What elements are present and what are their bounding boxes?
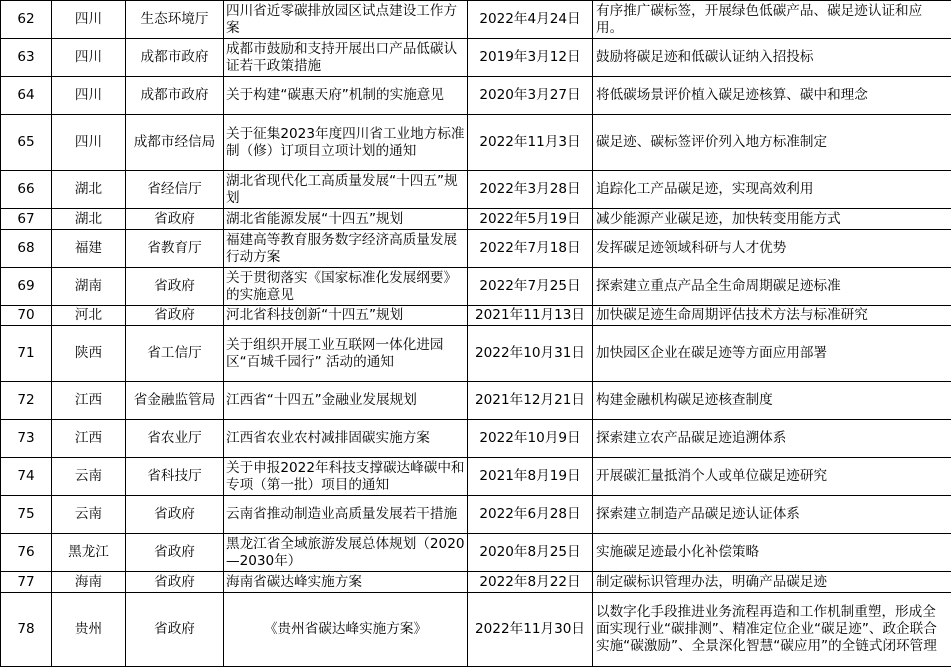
- department-cell: 省农业厅: [126, 420, 224, 458]
- table-row: [1, 420, 951, 458]
- department-cell: 省教育厅: [126, 230, 224, 268]
- date-cell: 2019年3月12日: [468, 39, 593, 77]
- province-cell: 云南: [52, 496, 126, 534]
- policy-title-cell: 关于构建“碳惠天府”机制的实施意见: [224, 77, 468, 115]
- province-cell: 四川: [52, 77, 126, 115]
- province-cell: 江西: [52, 420, 126, 458]
- date-cell: 2021年12月21日: [468, 382, 593, 420]
- row-number: 66: [1, 171, 52, 209]
- table-row: [1, 534, 951, 572]
- table-row: [1, 306, 951, 326]
- table-row: [1, 171, 951, 209]
- measure-cell: 构建金融机构碳足迹核查制度: [593, 382, 951, 420]
- measure-cell: 减少能源产业碳足迹，加快转变用能方式: [593, 209, 951, 230]
- table-row: [1, 458, 951, 496]
- row-number: 75: [1, 496, 52, 534]
- date-cell: 2022年3月28日: [468, 171, 593, 209]
- date-cell: 2022年8月22日: [468, 572, 593, 593]
- department-cell: 省政府: [126, 534, 224, 572]
- measure-cell: 实施碳足迹最小化补偿策略: [593, 534, 951, 572]
- measure-cell: 以数字化手段推进业务流程再造和工作机制重塑，形成全面实现行业“碳排测”、精准定位企业“碳足迹”、政企联合实施“碳激励”、全景深化智慧“碳应用”的全链式闭环管理: [593, 593, 951, 667]
- table-row: [1, 572, 951, 593]
- province-cell: 江西: [52, 382, 126, 420]
- table-row: [1, 77, 951, 115]
- measure-cell: 追踪化工产品碳足迹，实现高效利用: [593, 171, 951, 209]
- province-cell: 四川: [52, 115, 126, 171]
- province-cell: 湖北: [52, 171, 126, 209]
- table-row: [1, 209, 951, 230]
- department-cell: 成都市政府: [126, 39, 224, 77]
- date-cell: 2022年11月3日: [468, 115, 593, 171]
- department-cell: 成都市政府: [126, 77, 224, 115]
- policy-title-cell: 关于申报2022年科技支撑碳达峰碳中和专项（第一批）项目的通知: [224, 458, 468, 496]
- policy-title-cell: 海南省碳达峰实施方案: [224, 572, 468, 593]
- department-cell: 省政府: [126, 306, 224, 326]
- province-cell: 贵州: [52, 593, 126, 667]
- department-cell: 省政府: [126, 572, 224, 593]
- policy-title-cell: 湖北省现代化工高质量发展“十四五”规划: [224, 171, 468, 209]
- measure-cell: 探索建立农产品碳足迹追溯体系: [593, 420, 951, 458]
- department-cell: 省经信厅: [126, 171, 224, 209]
- date-cell: 2021年8月19日: [468, 458, 593, 496]
- date-cell: 2022年6月28日: [468, 496, 593, 534]
- measure-cell: 发挥碳足迹领域科研与人才优势: [593, 230, 951, 268]
- province-cell: 黑龙江: [52, 534, 126, 572]
- policy-title-cell: 江西省“十四五”金融业发展规划: [224, 382, 468, 420]
- policy-title-cell: 成都市鼓励和支持开展出口产品低碳认证若干政策措施: [224, 39, 468, 77]
- province-cell: 湖南: [52, 268, 126, 306]
- date-cell: 2022年4月24日: [468, 1, 593, 39]
- row-number: 77: [1, 572, 52, 593]
- measure-cell: 将低碳场景评价植入碳足迹核算、碳中和理念: [593, 77, 951, 115]
- measure-cell: 加快碳足迹生命周期评估技术方法与标准研究: [593, 306, 951, 326]
- policy-title-cell: 黑龙江省全域旅游发展总体规划（2020—2030年）: [224, 534, 468, 572]
- province-cell: 河北: [52, 306, 126, 326]
- policy-title-cell: 关于组织开展工业互联网一体化进园区“百城千园行” 活动的通知: [224, 326, 468, 382]
- measure-cell: 鼓励将碳足迹和低碳认证纳入招投标: [593, 39, 951, 77]
- measure-cell: 加快园区企业在碳足迹等方面应用部署: [593, 326, 951, 382]
- measure-cell: 碳足迹、碳标签评价列入地方标准制定: [593, 115, 951, 171]
- date-cell: 2022年11月30日: [468, 593, 593, 667]
- policy-title-cell: 湖北省能源发展“十四五”规划: [224, 209, 468, 230]
- row-number: 63: [1, 39, 52, 77]
- date-cell: 2020年3月27日: [468, 77, 593, 115]
- department-cell: 生态环境厅: [126, 1, 224, 39]
- date-cell: 2020年8月25日: [468, 534, 593, 572]
- row-number: 78: [1, 593, 52, 667]
- department-cell: 省政府: [126, 268, 224, 306]
- policy-title-cell: 江西省农业农村减排固碳实施方案: [224, 420, 468, 458]
- policy-title-cell: 关于征集2023年度四川省工业地方标准制（修）订项目立项计划的通知: [224, 115, 468, 171]
- table-row: [1, 382, 951, 420]
- measure-cell: 开展碳汇量抵消个人或单位碳足迹研究: [593, 458, 951, 496]
- policy-title-cell: 云南省推动制造业高质量发展若干措施: [224, 496, 468, 534]
- date-cell: 2022年7月18日: [468, 230, 593, 268]
- table-row: [1, 115, 951, 171]
- row-number: 72: [1, 382, 52, 420]
- date-cell: 2022年10月31日: [468, 326, 593, 382]
- department-cell: 省科技厅: [126, 458, 224, 496]
- measure-cell: 探索建立制造产品碳足迹认证体系: [593, 496, 951, 534]
- date-cell: 2021年11月13日: [468, 306, 593, 326]
- policy-title-cell: 福建高等教育服务数字经济高质量发展行动方案: [224, 230, 468, 268]
- row-number: 62: [1, 1, 52, 39]
- row-number: 74: [1, 458, 52, 496]
- policy-title-cell: 河北省科技创新“十四五”规划: [224, 306, 468, 326]
- measure-cell: 制定碳标识管理办法，明确产品碳足迹: [593, 572, 951, 593]
- province-cell: 湖北: [52, 209, 126, 230]
- date-cell: 2022年5月19日: [468, 209, 593, 230]
- department-cell: 省政府: [126, 496, 224, 534]
- province-cell: 四川: [52, 1, 126, 39]
- table-row: [1, 326, 951, 382]
- row-number: 71: [1, 326, 52, 382]
- row-number: 73: [1, 420, 52, 458]
- measure-cell: 探索建立重点产品全生命周期碳足迹标准: [593, 268, 951, 306]
- table-row: [1, 268, 951, 306]
- table-row: [1, 1, 951, 39]
- table-row: [1, 593, 951, 667]
- province-cell: 陕西: [52, 326, 126, 382]
- policy-title-cell: 四川省近零碳排放园区试点建设工作方案: [224, 1, 468, 39]
- row-number: 70: [1, 306, 52, 326]
- date-cell: 2022年10月9日: [468, 420, 593, 458]
- department-cell: 省政府: [126, 593, 224, 667]
- province-cell: 四川: [52, 39, 126, 77]
- province-cell: 福建: [52, 230, 126, 268]
- row-number: 68: [1, 230, 52, 268]
- row-number: 69: [1, 268, 52, 306]
- table-row: [1, 496, 951, 534]
- department-cell: 成都市经信局: [126, 115, 224, 171]
- department-cell: 省金融监管局: [126, 382, 224, 420]
- row-number: 76: [1, 534, 52, 572]
- province-cell: 海南: [52, 572, 126, 593]
- row-number: 65: [1, 115, 52, 171]
- table-row: [1, 39, 951, 77]
- policy-title-cell: 关于贯彻落实《国家标准化发展纲要》的实施意见: [224, 268, 468, 306]
- date-cell: 2022年7月25日: [468, 268, 593, 306]
- department-cell: 省工信厅: [126, 326, 224, 382]
- row-number: 64: [1, 77, 52, 115]
- measure-cell: 有序推广碳标签，开展绿色低碳产品、碳足迹认证和应用。: [593, 1, 951, 39]
- policy-title-cell: 《贵州省碳达峰实施方案》: [224, 593, 468, 667]
- province-cell: 云南: [52, 458, 126, 496]
- table-row: [1, 230, 951, 268]
- department-cell: 省政府: [126, 209, 224, 230]
- row-number: 67: [1, 209, 52, 230]
